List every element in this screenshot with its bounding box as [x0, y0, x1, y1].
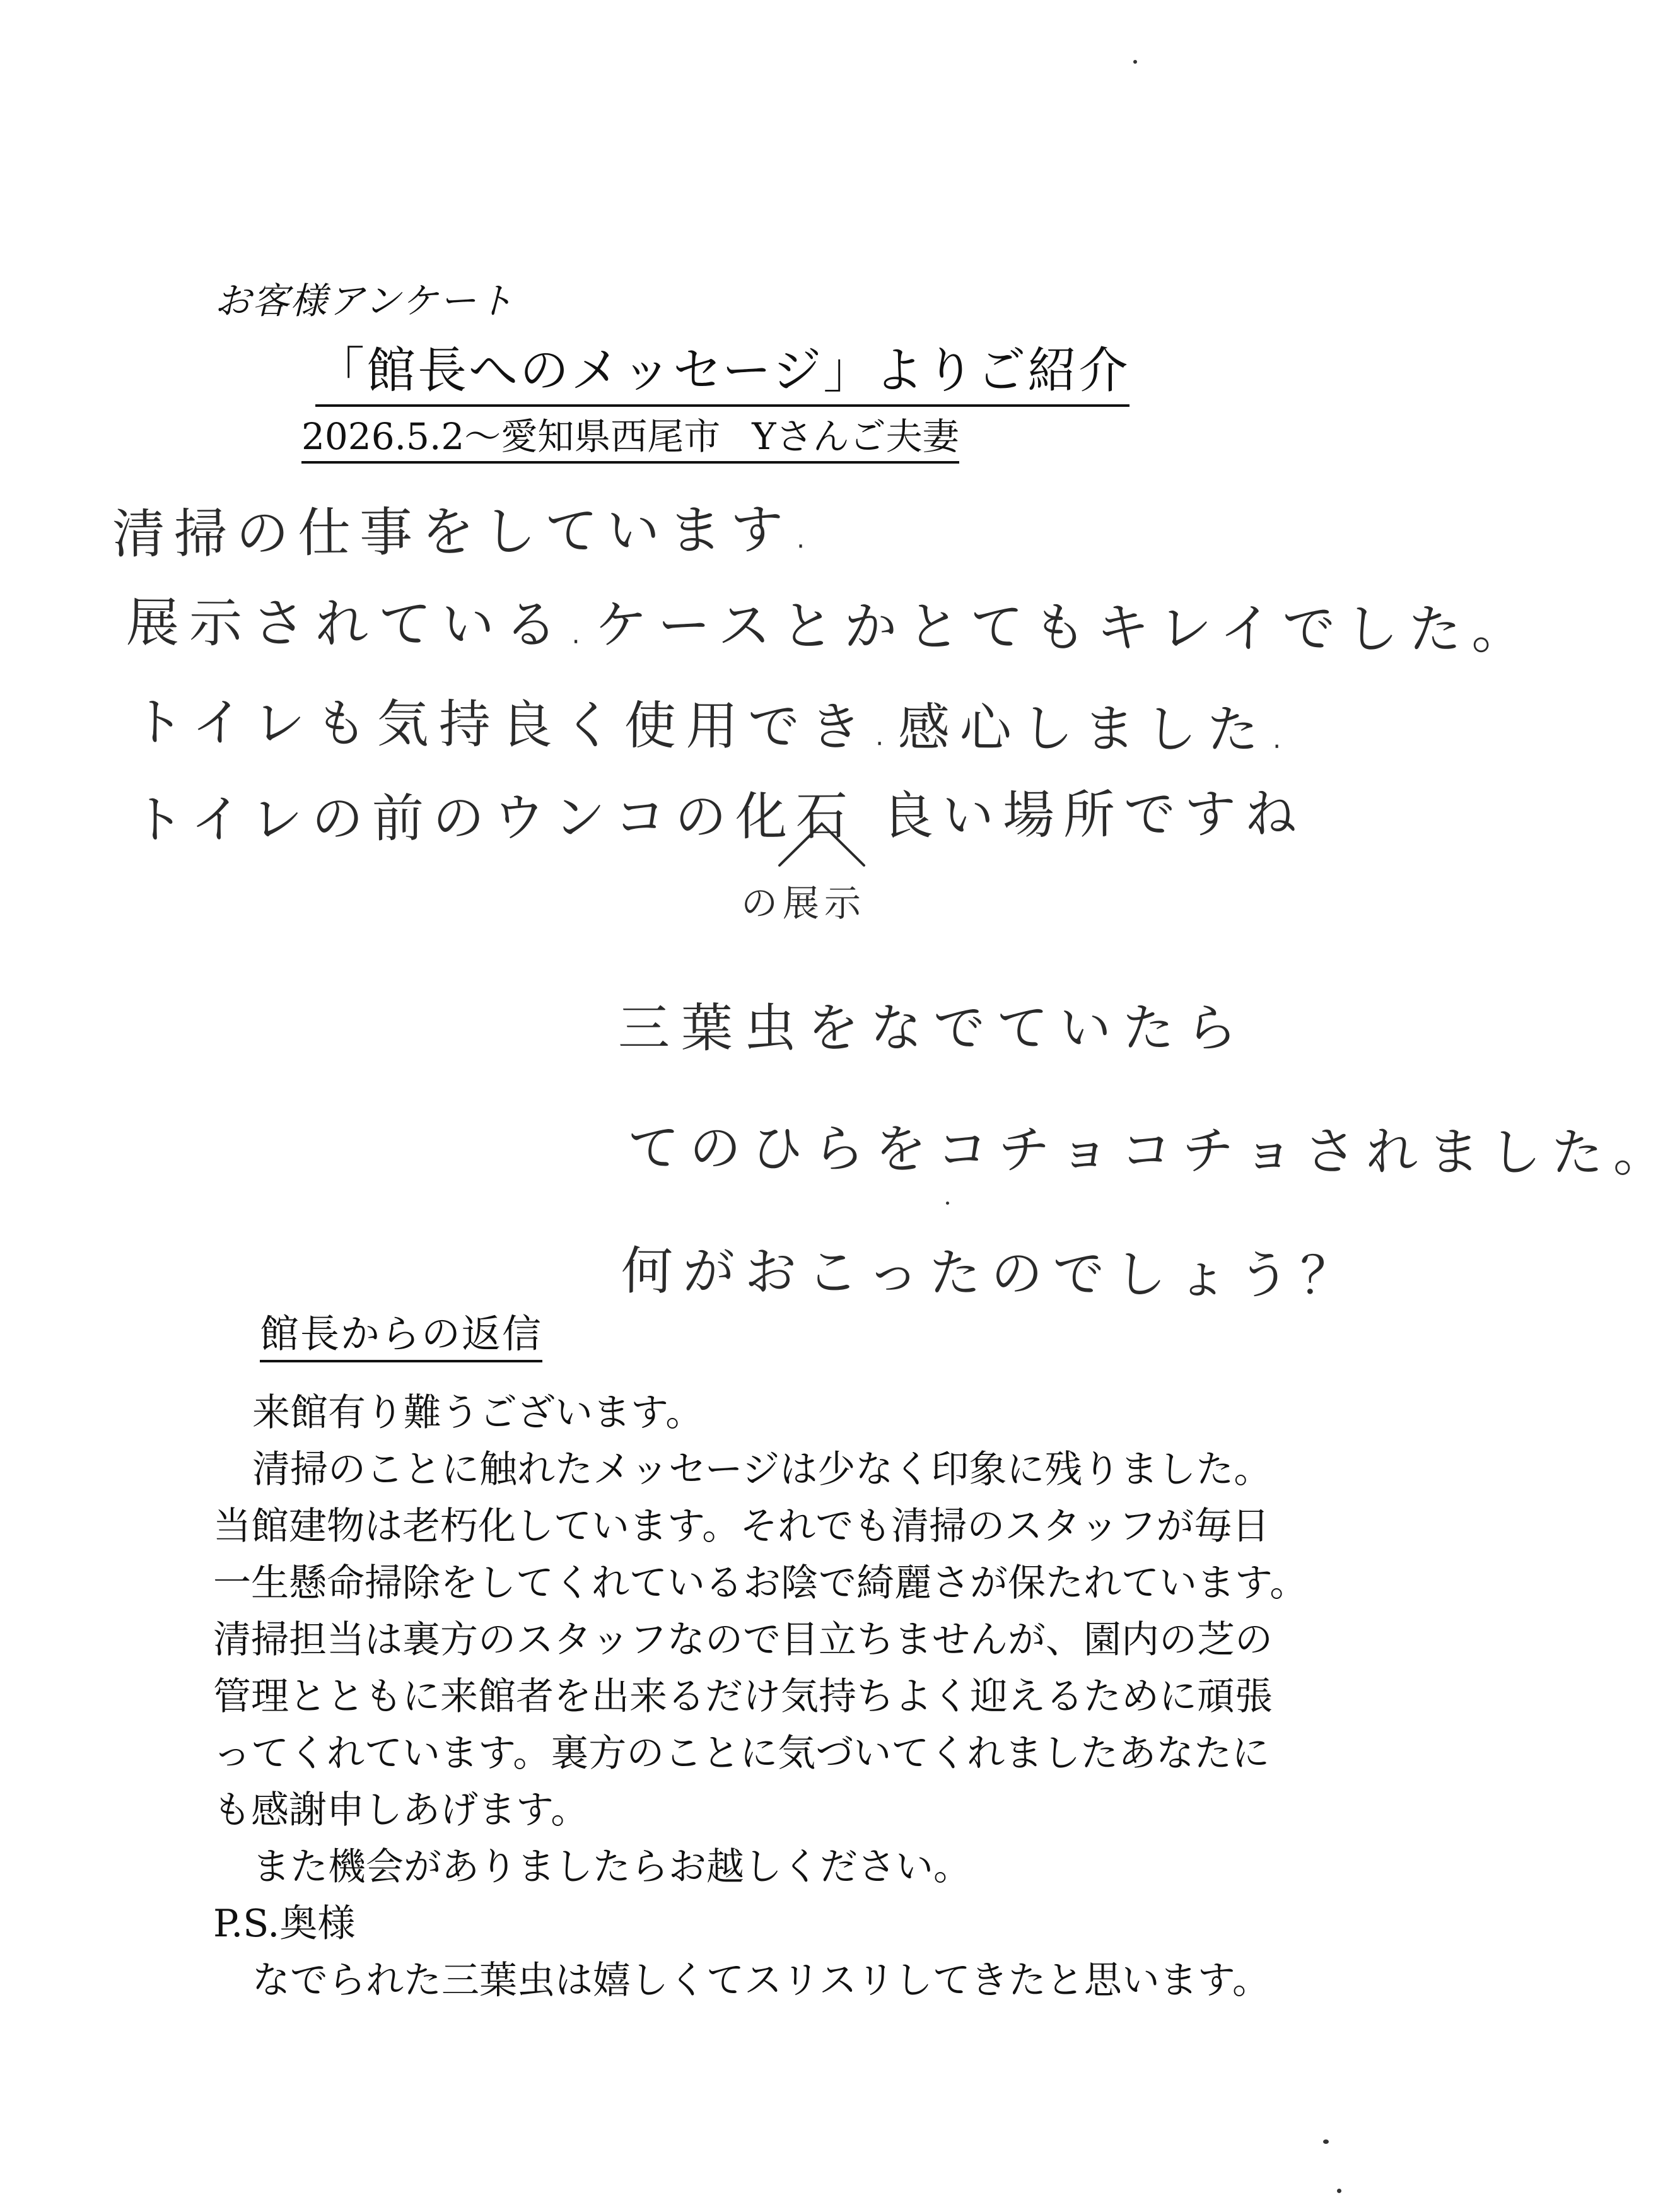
- scan-speck: [1323, 2139, 1329, 2144]
- reply-paragraph: 管理とともに来館者を出来るだけ気持ちよく迎えるために頑張: [213, 1675, 1273, 1719]
- handwritten-line-2: 展示されている.ケースとかとてもキレイでした。: [125, 592, 1535, 661]
- reply-paragraph: 一生懸命掃除をしてくれているお陰で綺麗さが保たれています。: [213, 1561, 1308, 1605]
- visitor-name: Yさんご夫妻: [752, 415, 959, 458]
- scan-speck: [1337, 2189, 1341, 2193]
- survey-label: お客様アンケート: [214, 279, 515, 322]
- visit-info: [301, 407, 959, 464]
- reply-paragraph: 清掃のことに触れたメッセージは少なく印象に残りました。: [252, 1448, 1272, 1492]
- handwritten-insertion: の展示: [741, 882, 867, 925]
- reply-postscript: なでられた三葉虫は嬉しくてスリスリしてきたと思います。: [252, 1958, 1270, 2003]
- reply-postscript-label: P.S.奥様: [213, 1902, 356, 1946]
- reply-paragraph: 清掃担当は裏方のスタッフなので目立ちませんが、園内の芝の: [213, 1618, 1273, 1662]
- visit-date-location: 2026.5.2～愛知県西尾市: [301, 415, 721, 458]
- reply-paragraph: 当館建物は老朽化しています。それでも清掃のスタッフが毎日: [213, 1504, 1270, 1548]
- handwritten-line-4: トイレの前のウンコの化石 良い場所ですね: [132, 784, 1306, 850]
- handwritten-line-5: 三葉虫をなでていたら: [618, 998, 1249, 1058]
- reply-paragraph: も感謝申しあげます。: [213, 1788, 589, 1832]
- scan-speck: [1133, 60, 1137, 64]
- reply-paragraph: また機会がありましたらお越しください。: [252, 1845, 971, 1889]
- handwritten-line-1: 清掃の仕事をしています.: [112, 498, 819, 565]
- reply-body: [213, 1384, 1367, 2009]
- scan-speck: [946, 1202, 949, 1205]
- insertion-caret-mark: [774, 820, 869, 870]
- page-title: 「館長へのメッセージ」よりご紹介: [315, 331, 1129, 407]
- reply-heading: 館長からの返信: [260, 1302, 542, 1362]
- handwritten-line-3: トイレも気持良く使用でき.感心しました.: [132, 693, 1296, 761]
- reply-paragraph: 来館有り難うございます。: [252, 1391, 704, 1435]
- handwritten-line-6: てのひらをコチョコチョされました。: [627, 1118, 1675, 1184]
- reply-paragraph: ってくれています。裏方のことに気づいてくれましたあなたに: [213, 1731, 1270, 1776]
- handwritten-line-7: 何がおこったのでしょう？: [621, 1241, 1362, 1307]
